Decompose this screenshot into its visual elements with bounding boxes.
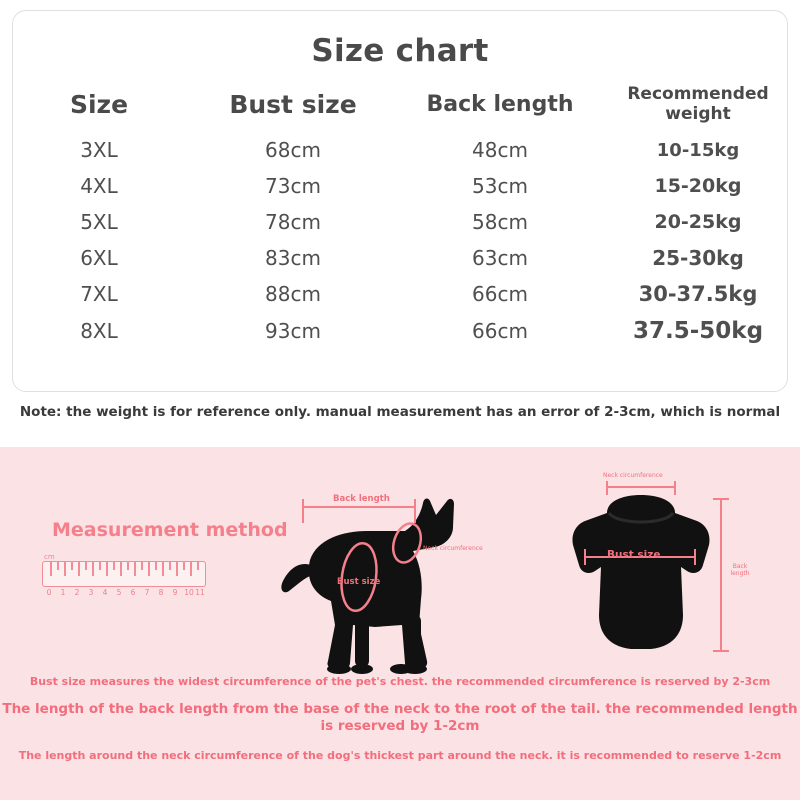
table-row <box>13 204 797 240</box>
ruler-number: 2 <box>74 588 80 597</box>
cell-bust: 73cm <box>265 174 321 198</box>
dog-neck-label: Neck circumference <box>423 545 483 552</box>
cell-back: 58cm <box>472 210 528 234</box>
cell-back: 66cm <box>472 319 528 343</box>
ruler-number: 6 <box>130 588 136 597</box>
cell-bust: 78cm <box>265 210 321 234</box>
size-chart-card <box>12 10 788 392</box>
cell-bust: 88cm <box>265 282 321 306</box>
ruler-number: 9 <box>172 588 178 597</box>
shirt-back-length-label: Back length <box>730 563 750 577</box>
table-row <box>13 312 797 350</box>
column-header-back-length: Back length <box>426 91 574 117</box>
measurement-method-title: Measurement method <box>52 519 288 541</box>
ruler-number: 0 <box>46 588 52 597</box>
cell-back: 48cm <box>472 138 528 162</box>
table-row <box>13 276 797 312</box>
table-row <box>13 240 797 276</box>
cell-bust: 93cm <box>265 319 321 343</box>
measurement-note: Note: the weight is for reference only. manual measurement has an error of 2-3cm, which is normal <box>19 404 781 420</box>
cell-size: 6XL <box>80 246 118 270</box>
shirt-bust-label: Bust size <box>607 549 661 561</box>
cell-back: 63cm <box>472 246 528 270</box>
table-row <box>13 168 797 204</box>
cell-weight: 30-37.5kg <box>638 282 758 306</box>
ruler-unit-label: cm <box>44 553 55 561</box>
cell-back: 53cm <box>472 174 528 198</box>
dog-bust-label: Bust size <box>337 577 381 587</box>
ruler-number: 1 <box>60 588 66 597</box>
shirt-neck-label: Neck circumference <box>603 472 663 479</box>
cell-bust: 83cm <box>265 246 321 270</box>
column-header-size: Size <box>69 89 129 119</box>
table-row <box>13 132 797 168</box>
ruler-number: 4 <box>102 588 108 597</box>
cell-weight: 10-15kg <box>656 139 740 161</box>
note-back-length: The length of the back length from the base of the neck to the root of the tail. the recommended length is reserved by 1-2cm <box>2 700 798 735</box>
column-header-recommended-weight: Recommended weight <box>627 84 769 124</box>
cell-size: 8XL <box>80 319 118 343</box>
cell-weight: 15-20kg <box>654 175 742 197</box>
cell-weight: 37.5-50kg <box>632 318 764 344</box>
size-table <box>13 83 797 350</box>
pet-shirt-icon <box>545 465 760 695</box>
ruler-number: 3 <box>88 588 94 597</box>
ruler-number: 7 <box>144 588 150 597</box>
cell-size: 3XL <box>80 138 118 162</box>
garment-diagram <box>545 465 760 695</box>
measurement-notes <box>0 675 800 762</box>
cell-weight: 25-30kg <box>652 246 744 270</box>
ruler-scale-numbers <box>42 588 206 600</box>
dog-diagram <box>255 465 495 695</box>
ruler-icon <box>42 561 206 587</box>
note-neck-circumference: The length around the neck circumference of the dog's thickest part around the neck. it is recommended to reserve 1-2cm <box>18 748 782 762</box>
column-header-bust-size: Bust size <box>229 89 357 119</box>
cell-back: 66cm <box>472 282 528 306</box>
cell-bust: 68cm <box>265 138 321 162</box>
ruler-number: 8 <box>158 588 164 597</box>
measurement-method-panel <box>0 447 800 800</box>
cell-size: 7XL <box>80 282 118 306</box>
cell-size: 5XL <box>80 210 118 234</box>
ruler-illustration <box>42 553 210 600</box>
ruler-number: 5 <box>116 588 122 597</box>
cell-weight: 20-25kg <box>654 211 742 233</box>
table-header-row <box>13 83 797 132</box>
page-title: Size chart <box>311 33 489 69</box>
note-bust-size: Bust size measures the widest circumference of the pet's chest. the recommended circumference is reserved by 2-3cm <box>29 675 771 688</box>
ruler-number: 11 <box>195 588 205 597</box>
ruler-number: 10 <box>184 588 194 597</box>
dog-back-length-label: Back length <box>333 494 390 504</box>
cell-size: 4XL <box>80 174 118 198</box>
